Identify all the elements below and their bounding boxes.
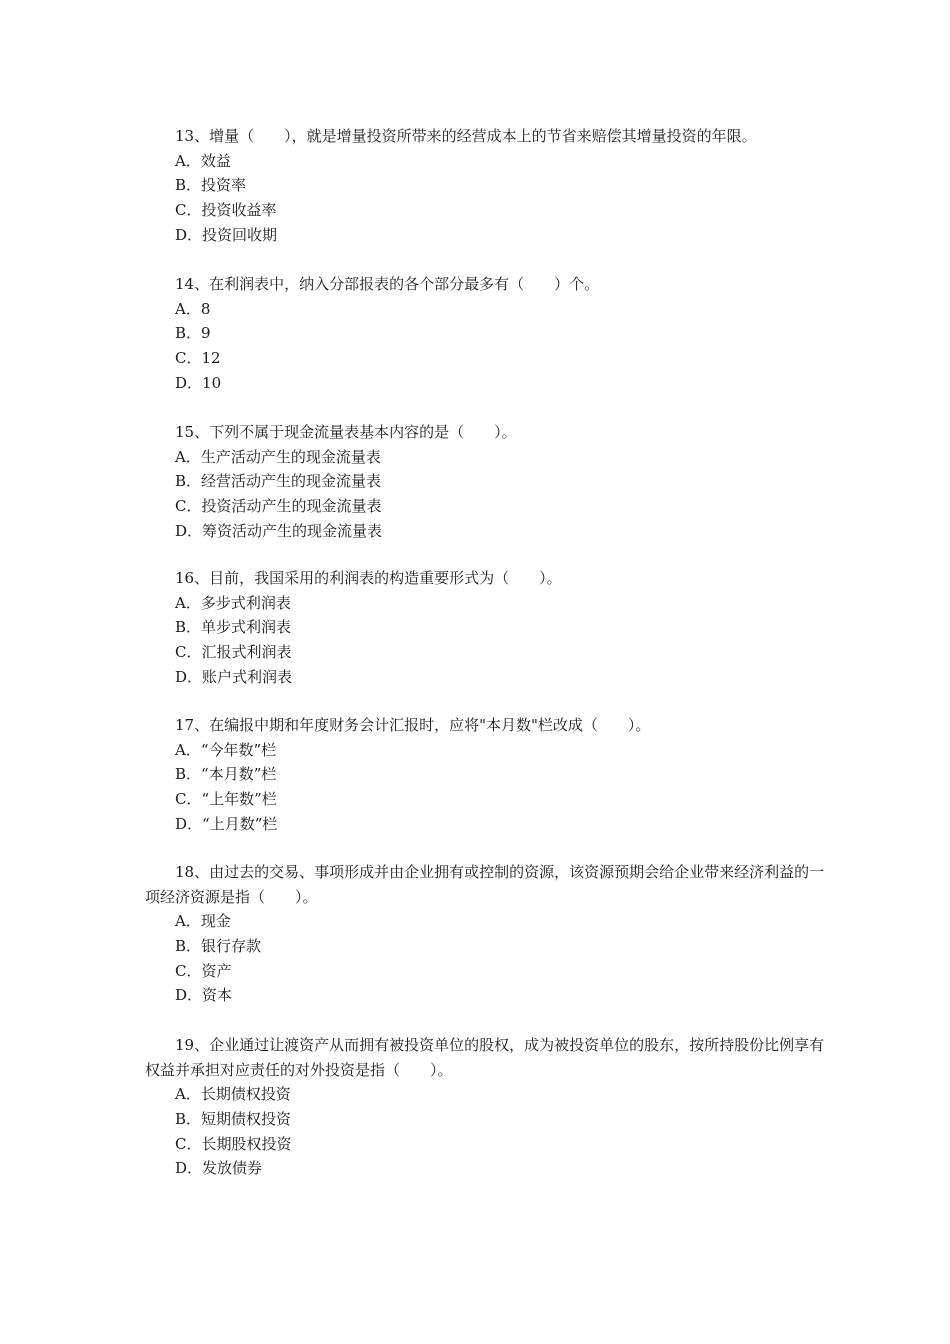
option-d: D．“上月数”栏 — [175, 814, 278, 833]
option-b: B．银行存款 — [175, 936, 262, 955]
option-a: A．生产活动产生的现金流量表 — [175, 447, 381, 466]
option-a: A．8 — [175, 299, 211, 318]
question-stem: 17、在编报中期和年度财务会计汇报时，应将"本月数"栏改成（ ）。 — [175, 716, 651, 734]
option-b: B．投资率 — [175, 176, 247, 195]
option-c: C．资产 — [175, 961, 232, 980]
option-d: D．10 — [175, 373, 222, 392]
question-19 — [145, 1033, 825, 1181]
option-list — [145, 297, 825, 396]
question-13 — [145, 124, 825, 248]
option-list — [145, 909, 825, 1008]
option-d: D．账户式利润表 — [175, 667, 293, 686]
option-d: D．投资回收期 — [175, 225, 278, 244]
option-b: B．“本月数”栏 — [175, 765, 277, 784]
option-list — [145, 445, 825, 544]
question-18 — [145, 860, 825, 1008]
option-list — [145, 149, 825, 248]
option-list — [145, 1082, 825, 1181]
question-stem: 15、下列不属于现金流量表基本内容的是（ ）。 — [175, 423, 517, 441]
option-c: C．12 — [175, 349, 221, 368]
option-a: A．多步式利润表 — [175, 593, 291, 612]
option-c: C．长期股权投资 — [175, 1134, 292, 1153]
option-a: A．长期债权投资 — [175, 1085, 291, 1103]
option-c: C．“上年数”栏 — [175, 790, 277, 809]
question-14 — [145, 272, 825, 396]
option-d: D．发放债券 — [175, 1159, 263, 1178]
question-16 — [145, 566, 825, 690]
option-c: C．投资收益率 — [175, 201, 277, 220]
question-stem: 16、目前，我国采用的利润表的构造重要形式为（ ）。 — [175, 569, 562, 587]
option-b: B．单步式利润表 — [175, 618, 292, 637]
option-b: B．经营活动产生的现金流量表 — [175, 472, 382, 491]
option-a: A．“今年数”栏 — [175, 740, 277, 759]
option-d: D．筹资活动产生的现金流量表 — [175, 521, 383, 540]
option-a: A．效益 — [175, 151, 231, 170]
question-stem: 19、企业通过让渡资产从而拥有被投资单位的股权，成为被投资单位的股东，按所持股份比例享有权益并承担对应责任的对外投资是指（ ）。 — [145, 1036, 825, 1079]
question-15 — [145, 420, 825, 544]
question-stem: 13、增量（ ），就是增量投资所带来的经营成本上的节省来赔偿其增量投资的年限。 — [175, 127, 757, 145]
question-stem: 18、由过去的交易、事项形成并由企业拥有或控制的资源，该资源预期会给企业带来经济利益的一项经济资源是指（ ）。 — [145, 863, 825, 906]
option-b: B．短期债权投资 — [175, 1109, 292, 1128]
option-b: B．9 — [175, 324, 211, 343]
option-list — [145, 738, 825, 837]
option-d: D．资本 — [175, 986, 233, 1005]
option-a: A．现金 — [175, 912, 231, 930]
option-c: C．投资活动产生的现金流量表 — [175, 497, 382, 516]
question-17 — [145, 713, 825, 837]
option-list — [145, 591, 825, 690]
question-stem: 14、在利润表中，纳入分部报表的各个部分最多有（ ）个。 — [175, 275, 600, 293]
option-c: C．汇报式利润表 — [175, 643, 292, 662]
